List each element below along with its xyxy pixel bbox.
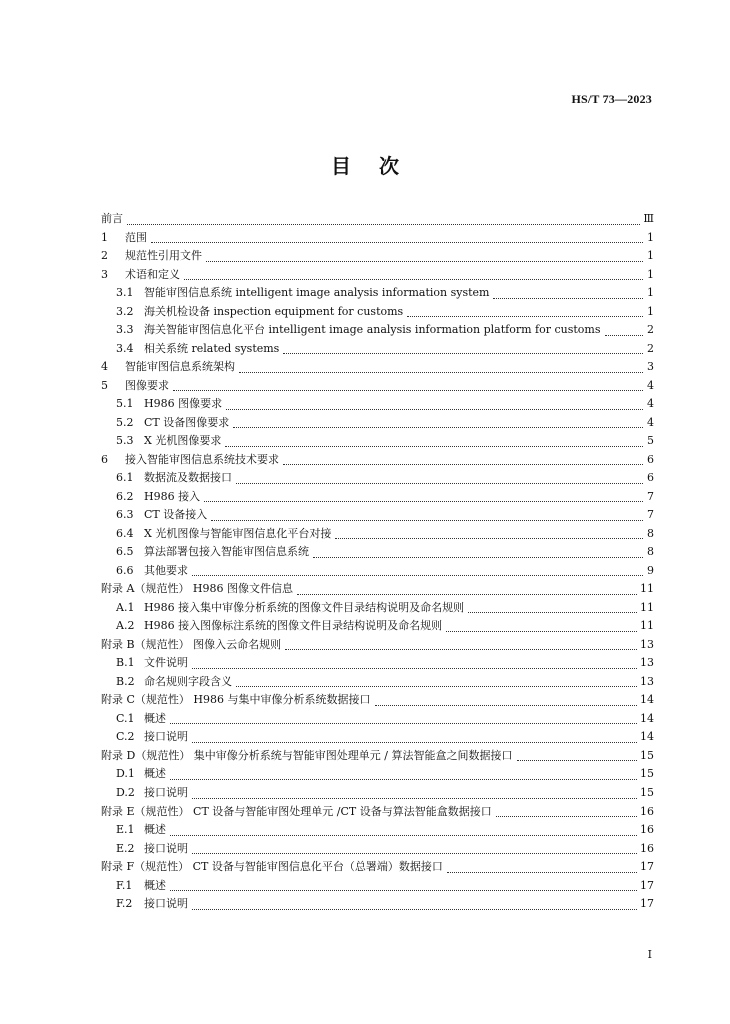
toc-entry-title (116, 562, 188, 581)
toc-dot-leader (447, 872, 637, 873)
toc-dot-leader (170, 779, 637, 780)
toc-entry-number: E.2 (116, 841, 135, 855)
toc-dot-leader (127, 224, 640, 225)
toc-entry-text: 接口说明 (144, 785, 188, 799)
toc-entry-title (116, 432, 221, 451)
toc-entry-text: 其他要求 (144, 563, 188, 577)
toc-entry[interactable] (101, 877, 654, 896)
toc-entry-page: 4 (647, 415, 654, 429)
toc-dot-leader (151, 242, 643, 243)
page-title: 目次 (331, 154, 427, 178)
toc-entry-title (116, 469, 232, 488)
toc-entry-number: 3 (101, 267, 108, 281)
toc-entry-text: CT 设备图像要求 (144, 415, 230, 429)
toc-entry-number: 5.1 (116, 397, 134, 411)
toc-dot-leader (313, 557, 643, 558)
toc-entry-page: 9 (647, 563, 654, 577)
toc-entry-title (101, 691, 371, 710)
toc-entry-text: 智能审图信息系统架构 (125, 360, 235, 374)
toc-entry-number: 3.1 (116, 286, 134, 300)
toc-entry-number: 3.4 (116, 341, 134, 355)
toc-dot-leader (192, 909, 637, 910)
toc-entry[interactable] (101, 821, 654, 840)
toc-entry-text: X 光机图像要求 (144, 434, 222, 448)
toc-entry-title (116, 710, 166, 729)
toc-dot-leader (211, 520, 643, 521)
toc-entry-number: F.1 (116, 878, 133, 892)
toc-entry-number: A.2 (116, 619, 135, 633)
toc-entry-page: 7 (647, 508, 654, 522)
toc-entry-page: 6 (647, 452, 654, 466)
standard-code: HS/T 73—2023 (571, 92, 652, 106)
toc-dot-leader (206, 261, 643, 262)
toc-entry-number: 5 (101, 378, 108, 392)
toc-entry-title (116, 321, 601, 340)
toc-entry-text: 接口说明 (144, 730, 188, 744)
toc-entry-text: 接入智能审图信息系统技术要求 (125, 452, 279, 466)
toc-entry[interactable] (101, 654, 654, 673)
toc-dot-leader (283, 464, 643, 465)
toc-entry-page: 8 (647, 545, 654, 559)
toc-entry-number: C.1 (116, 711, 135, 725)
toc-entry-page: 14 (640, 711, 654, 725)
toc-dot-leader (446, 631, 637, 632)
toc-entry-number: 2 (101, 249, 108, 263)
toc-entry-title (116, 599, 464, 618)
toc-entry-text: 算法部署包接入智能审图信息系统 (144, 545, 309, 559)
toc-dot-leader (239, 372, 643, 373)
toc-entry-number: B.2 (116, 674, 135, 688)
toc-entry-text: 概述 (144, 878, 166, 892)
toc-entry-title (116, 525, 331, 544)
toc-entry-text: CT 设备接入 (144, 508, 208, 522)
toc-entry[interactable] (101, 580, 654, 599)
toc-entry-title (101, 747, 513, 766)
toc-entry-page: Ⅲ (643, 212, 654, 225)
toc-entry-title (116, 506, 207, 525)
toc-entry-text: H986 图像要求 (144, 397, 223, 411)
toc-entry-title (116, 840, 188, 859)
toc-entry-text: 图像要求 (125, 378, 169, 392)
toc-entry-text: 数据流及数据接口 (144, 471, 232, 485)
toc-dot-leader (192, 798, 637, 799)
toc-entry-text: 规范性引用文件 (125, 249, 202, 263)
toc-entry[interactable] (101, 321, 654, 340)
toc-entry-title (116, 784, 188, 803)
toc-entry-text: 附录 F（规范性） CT 设备与智能审图信息化平台（总署端）数据接口 (101, 860, 443, 874)
toc-entry-number: 4 (101, 360, 108, 374)
toc-entry-number: D.2 (116, 785, 135, 799)
toc-entry-text: 海关智能审图信息化平台 intelligent image analysis information platform for customs (144, 323, 601, 337)
toc-entry-page: 13 (640, 674, 654, 688)
toc-entry[interactable] (101, 488, 654, 507)
toc-entry-text: 海关机检设备 inspection equipment for customs (144, 304, 404, 318)
toc-dot-leader (184, 279, 643, 280)
toc-dot-leader (170, 835, 637, 836)
toc-entry-page: 17 (640, 897, 654, 911)
toc-entry[interactable] (101, 840, 654, 859)
toc-entry-number: 3.2 (116, 304, 134, 318)
toc-entry[interactable] (101, 673, 654, 692)
toc-entry-text: 智能审图信息系统 intelligent image analysis information system (144, 286, 490, 300)
toc-entry-number: 6 (101, 452, 108, 466)
toc-entry-page: 13 (640, 637, 654, 651)
toc-dot-leader (297, 594, 637, 595)
toc-entry[interactable] (101, 765, 654, 784)
toc-entry-title (116, 877, 166, 896)
toc-entry[interactable] (101, 451, 654, 470)
toc-entry[interactable] (101, 377, 654, 396)
toc-entry-page: 15 (640, 748, 654, 762)
toc-entry[interactable] (101, 691, 654, 710)
toc-entry-page: 15 (640, 785, 654, 799)
toc-entry[interactable] (101, 895, 654, 914)
toc-entry-text: 附录 A（规范性） H986 图像文件信息 (101, 582, 294, 596)
toc-entry-number: 6.5 (116, 545, 134, 559)
toc-entry-page: 1 (647, 249, 654, 263)
toc-dot-leader (225, 446, 643, 447)
toc-entry[interactable] (101, 247, 654, 266)
toc-entry-text: 相关系统 related systems (144, 341, 280, 355)
toc-entry-title (101, 229, 147, 248)
toc-entry-number: 6.2 (116, 489, 134, 503)
toc-entry-number: 6.4 (116, 526, 134, 540)
toc-entry-text: 概述 (144, 823, 166, 837)
toc-entry-text: H986 接入集中审像分析系统的图像文件目录结构说明及命名规则 (144, 600, 465, 614)
toc-dot-leader (204, 501, 643, 502)
toc-entry-number: A.1 (116, 600, 135, 614)
toc-entry-title (116, 728, 188, 747)
toc-entry-text: 接口说明 (144, 841, 188, 855)
toc-entry[interactable] (101, 728, 654, 747)
toc-entry[interactable] (101, 266, 654, 285)
toc-entry-page: 5 (647, 434, 654, 448)
toc-dot-leader (226, 409, 643, 410)
toc-dot-leader (173, 390, 643, 391)
toc-entry-title (116, 395, 222, 414)
toc-entry[interactable] (101, 340, 654, 359)
toc-entry-page: 14 (640, 693, 654, 707)
toc-entry-page: 2 (647, 323, 654, 337)
toc-dot-leader (283, 353, 643, 354)
toc-dot-leader (496, 816, 637, 817)
toc-entry-page: 13 (640, 656, 654, 670)
toc-entry-text: 术语和定义 (125, 267, 180, 281)
toc-entry-title (116, 488, 200, 507)
toc-entry-title (116, 617, 442, 636)
page-number: I (647, 948, 652, 961)
toc-dot-leader (407, 316, 643, 317)
toc-entry-number: 1 (101, 230, 108, 244)
toc-entry-page: 7 (647, 489, 654, 503)
toc-entry-title (101, 377, 169, 396)
toc-entry[interactable] (101, 210, 654, 229)
toc-entry-title (116, 673, 232, 692)
toc-entry-page: 3 (647, 360, 654, 374)
toc-entry[interactable] (101, 358, 654, 377)
toc-entry[interactable] (101, 543, 654, 562)
toc-entry-text: H986 接入图像标注系统的图像文件目录结构说明及命名规则 (144, 619, 443, 633)
toc-entry-text: 附录 D（规范性） 集中审像分析系统与智能审图处理单元 / 算法智能盒之间数据接口 (101, 748, 513, 762)
toc-entry-page: 4 (647, 378, 654, 392)
toc-entry-text: 附录 B（规范性） 图像入云命名规则 (101, 637, 282, 651)
toc-entry-page: 1 (647, 267, 654, 281)
toc-entry-page: 1 (647, 286, 654, 300)
toc-entry-title (116, 340, 279, 359)
toc-entry-number: 6.1 (116, 471, 134, 485)
toc-dot-leader (285, 649, 637, 650)
toc-entry-number: D.1 (116, 767, 135, 781)
toc-entry-text: 附录 C（规范性） H986 与集中审像分析系统数据接口 (101, 693, 371, 707)
toc-entry-page: 1 (647, 304, 654, 318)
toc-entry[interactable] (101, 284, 654, 303)
toc-entry-text: X 光机图像与智能审图信息化平台对接 (144, 526, 332, 540)
toc-entry-title (116, 284, 489, 303)
toc-entry-page: 14 (640, 730, 654, 744)
toc-entry-page: 4 (647, 397, 654, 411)
toc-dot-leader (192, 575, 643, 576)
toc-entry[interactable] (101, 636, 654, 655)
toc-entry[interactable] (101, 469, 654, 488)
toc-entry-page: 17 (640, 860, 654, 874)
toc-dot-leader (236, 686, 637, 687)
toc-entry-text: 附录 E（规范性） CT 设备与智能审图处理单元 /CT 设备与算法智能盒数据接口 (101, 804, 492, 818)
toc-entry[interactable] (101, 858, 654, 877)
toc-dot-leader (517, 760, 637, 761)
toc-entry-text: 概述 (144, 767, 166, 781)
table-of-contents (101, 210, 654, 914)
toc-entry-title (101, 636, 281, 655)
toc-dot-leader (605, 335, 644, 336)
toc-entry-title (101, 580, 293, 599)
toc-entry-title (101, 451, 279, 470)
toc-entry-number: F.2 (116, 897, 133, 911)
toc-entry[interactable] (101, 599, 654, 618)
toc-entry[interactable] (101, 432, 654, 451)
toc-entry-text: 文件说明 (144, 656, 188, 670)
toc-entry-title (101, 210, 123, 229)
toc-entry-page: 15 (640, 767, 654, 781)
toc-entry-title (116, 765, 166, 784)
toc-dot-leader (236, 483, 643, 484)
toc-entry-title (101, 358, 235, 377)
toc-entry[interactable] (101, 747, 654, 766)
toc-entry-page: 8 (647, 526, 654, 540)
toc-dot-leader (233, 427, 643, 428)
toc-entry-number: E.1 (116, 823, 135, 837)
toc-entry-text: 命名规则字段含义 (144, 674, 232, 688)
toc-entry-text: 接口说明 (144, 897, 188, 911)
toc-entry-text: 范围 (125, 230, 147, 244)
toc-dot-leader (468, 612, 637, 613)
toc-dot-leader (375, 705, 638, 706)
toc-entry-title (116, 895, 188, 914)
toc-entry-text: 概述 (144, 711, 166, 725)
toc-entry-title (101, 803, 492, 822)
toc-dot-leader (192, 742, 637, 743)
toc-dot-leader (170, 723, 637, 724)
toc-entry-number: 5.2 (116, 415, 134, 429)
toc-entry-title (101, 858, 443, 877)
toc-entry[interactable] (101, 803, 654, 822)
toc-entry[interactable] (101, 710, 654, 729)
toc-entry-page: 16 (640, 823, 654, 837)
toc-entry-number: C.2 (116, 730, 135, 744)
toc-entry-page: 11 (640, 600, 654, 614)
toc-dot-leader (170, 890, 637, 891)
toc-dot-leader (192, 853, 637, 854)
toc-entry-title (116, 821, 166, 840)
toc-entry[interactable] (101, 617, 654, 636)
toc-entry-title (116, 543, 309, 562)
toc-entry-page: 17 (640, 878, 654, 892)
toc-entry-number: 6.3 (116, 508, 134, 522)
toc-entry-page: 6 (647, 471, 654, 485)
toc-entry[interactable] (101, 506, 654, 525)
toc-entry[interactable] (101, 414, 654, 433)
toc-entry-page: 16 (640, 841, 654, 855)
toc-entry-title (116, 303, 403, 322)
toc-entry[interactable] (101, 303, 654, 322)
toc-entry[interactable] (101, 562, 654, 581)
toc-entry-page: 1 (647, 230, 654, 244)
toc-entry-title (116, 414, 229, 433)
toc-entry[interactable] (101, 229, 654, 248)
toc-entry-number: 3.3 (116, 323, 134, 337)
toc-entry-title (101, 266, 180, 285)
toc-entry[interactable] (101, 525, 654, 544)
toc-dot-leader (493, 298, 643, 299)
toc-entry-text: 前言 (101, 212, 123, 225)
toc-entry-page: 16 (640, 804, 654, 818)
toc-entry-page: 11 (640, 619, 654, 633)
toc-entry-title (116, 654, 188, 673)
toc-entry-text: H986 接入 (144, 489, 201, 503)
toc-entry-page: 2 (647, 341, 654, 355)
toc-dot-leader (192, 668, 637, 669)
toc-entry-title (101, 247, 202, 266)
toc-entry[interactable] (101, 395, 654, 414)
toc-entry-page: 11 (640, 582, 654, 596)
toc-entry-number: B.1 (116, 656, 135, 670)
toc-entry-number: 6.6 (116, 563, 134, 577)
toc-entry[interactable] (101, 784, 654, 803)
toc-dot-leader (335, 538, 643, 539)
toc-entry-number: 5.3 (116, 434, 134, 448)
